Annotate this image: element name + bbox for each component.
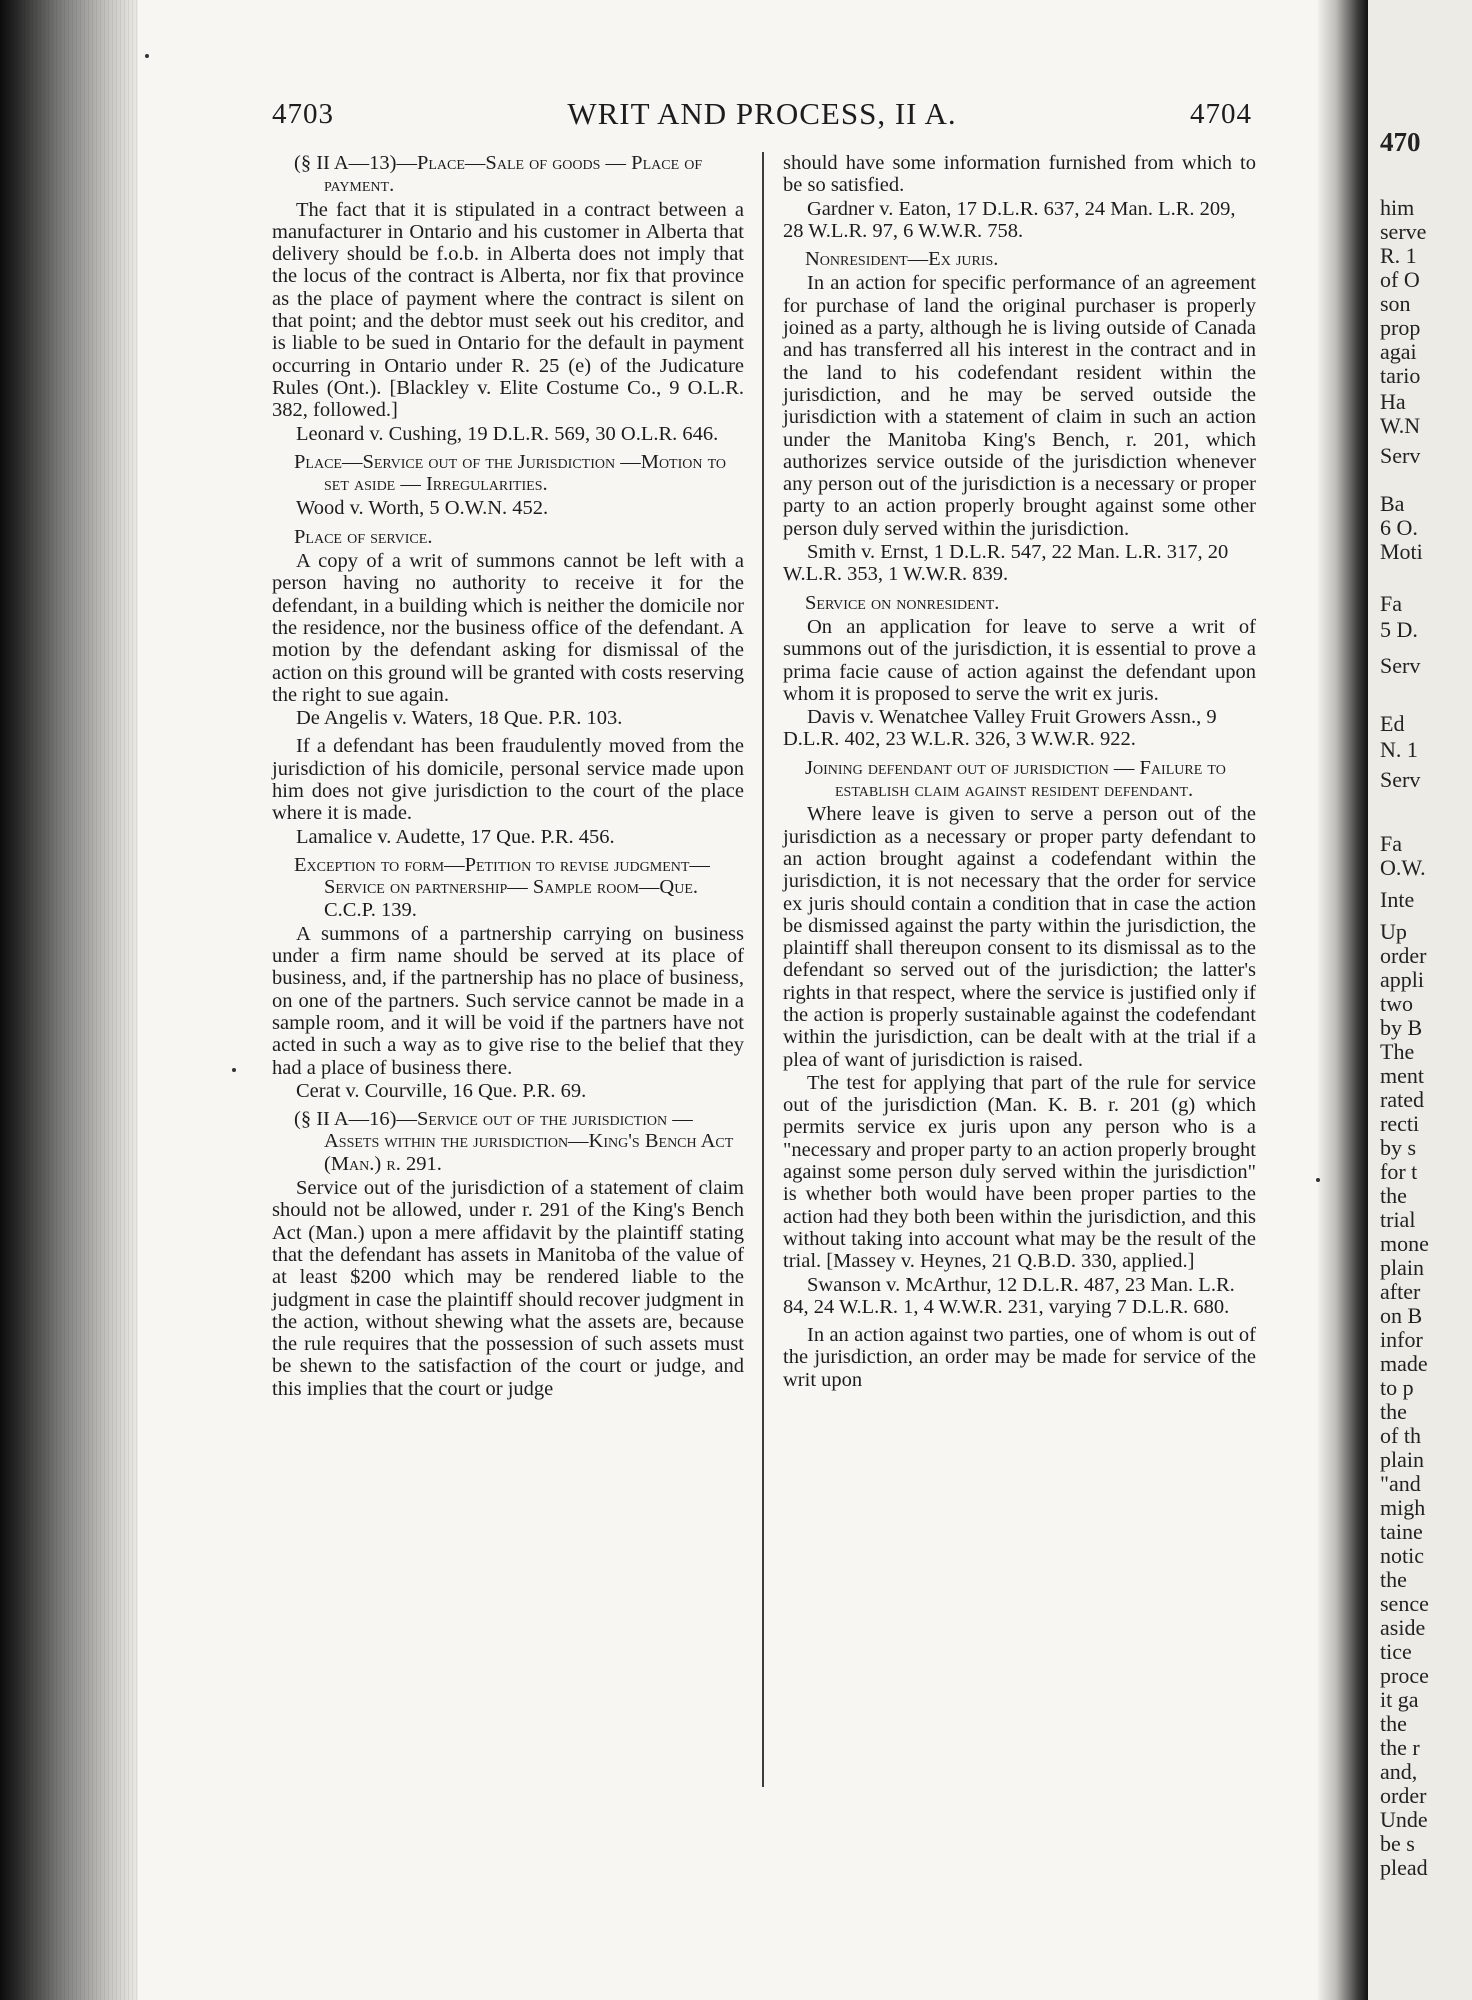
next-page-text: it ga	[1380, 1687, 1419, 1712]
next-page-text: by B	[1380, 1015, 1423, 1040]
case-citation: Gardner v. Eaton, 17 D.L.R. 637, 24 Man. L.R. 209, 28 W.L.R. 97, 6 W.W.R. 758.	[783, 197, 1236, 242]
next-page-text: migh	[1380, 1495, 1426, 1520]
next-page-edge	[1368, 0, 1472, 2000]
next-page-text: plain	[1380, 1447, 1424, 1472]
next-page-text: trial	[1380, 1207, 1416, 1232]
next-page-text: 6 O.	[1380, 515, 1418, 540]
next-page-text: O.W.	[1380, 855, 1426, 880]
next-page-text: sence	[1380, 1591, 1429, 1616]
case-citation: Lamalice v. Audette, 17 Que. P.R. 456.	[296, 825, 615, 848]
next-page-text: recti	[1380, 1111, 1420, 1136]
book-gutter	[1318, 0, 1368, 2000]
next-page-text: and,	[1380, 1759, 1418, 1784]
next-page-text: R. 1	[1380, 243, 1417, 268]
next-page-text: tario	[1380, 363, 1421, 388]
paragraph: Where leave is given to serve a person out of the jurisdiction as a necessary or proper party defendant to an action brought against a codefendant within the jurisdiction, it is not necessary that the order for service ex juris should contain a condition that in case the action be dismissed against the party within the jurisdiction, the plaintiff shall thereupon consent to its dismissal as to the defendant so served out of the jurisdiction; the latter's rights in that respect, where the service is justified only if the action is properly sustainable against the codefendant within the jurisdiction, can be dealt with at the trial if a plea of want of jurisdiction is raised.	[783, 803, 1256, 1071]
paragraph: In an action for specific performance of an agreement for purchase of land the original purchaser is properly joined as a party, although he is living outside of Canada and has transferred all his interest in the contract and in the land to his codefendant resident within the jurisdiction, and he may be served outside the jurisdiction with a statement of claim in such an action under the Manitoba King's Bench, r. 201, which authorizes service outside of the jurisdiction whenever any person out of the jurisdiction is a necessary or proper party to an action properly brought against some other person duly served within the jurisdiction.	[783, 272, 1256, 540]
column-rule	[762, 152, 764, 1787]
paragraph: Service out of the jurisdiction of a statement of claim should not be allowed, under r. 291 of the King's Bench Act (Man.) upon a mere affidavit by the plaintiff stating that the defendant has assets in Manitoba of the value of at least $200 which may be rendered liable to the judgment in case the plaintiff should recover judgment in the action, without shewing what the assets are, because the rule requires that the possession of such assets must be shewn to the satisfaction of the court or judge, and this implies that the court or judge	[272, 1177, 744, 1400]
next-page-text: "and	[1380, 1471, 1421, 1496]
next-page-text: be s	[1380, 1831, 1415, 1856]
next-page-text: order	[1380, 1783, 1427, 1808]
case-citation: Wood v. Worth, 5 O.W.N. 452.	[296, 497, 549, 520]
next-page-text: to p	[1380, 1375, 1414, 1400]
next-page-text: two	[1380, 991, 1413, 1016]
next-page-text: mone	[1380, 1231, 1429, 1256]
next-page-text: proce	[1380, 1663, 1429, 1688]
next-page-text: the r	[1380, 1735, 1420, 1760]
case-citation: Leonard v. Cushing, 19 D.L.R. 569, 30 O.L.R. 646.	[296, 422, 719, 445]
next-page-text: plain	[1380, 1255, 1424, 1280]
next-page-text: The	[1380, 1039, 1415, 1064]
section-heading: (§ II A—13)—Place—Sale of goods — Place of payment.	[294, 152, 703, 197]
next-page-text: Inte	[1380, 887, 1415, 912]
next-page-text: W.N	[1380, 413, 1421, 438]
section-heading: (§ II A—16)—Service out of the jurisdiction — Assets within the jurisdiction—King's Bench Act (Man.) r. 291.	[294, 1108, 734, 1175]
case-citation: Cerat v. Courville, 16 Que. P.R. 69.	[296, 1079, 587, 1102]
page-speck	[1316, 1178, 1320, 1182]
next-page-text: for t	[1380, 1159, 1418, 1184]
case-citation: Davis v. Wenatchee Valley Fruit Growers Assn., 9 D.L.R. 402, 23 W.L.R. 326, 3 W.W.R. 922.	[783, 706, 1217, 751]
section-heading: Joining defendant out of jurisdiction — Failure to establish claim against resident defendant.	[805, 756, 1226, 802]
section-heading: Place of service.	[294, 525, 433, 548]
paragraph: The fact that it is stipulated in a contract between a manufacturer in Ontario and his customer in Alberta that delivery should be f.o.b. in Alberta does not imply that the locus of the contract is Alberta, nor fix that province as the place of payment where the contract is silent on that point; and the debtor must seek out his creditor, and is liable to be sued in Ontario for the default in payment occurring in Ontario under R. 25 (e) of the Judicature Rules (Ont.). [Blackley v. Elite Costume Co., 9 O.L.R. 382, followed.]	[272, 198, 744, 422]
next-page-text: plead	[1380, 1855, 1428, 1880]
next-page-text: of O	[1380, 267, 1420, 292]
case-citation: Smith v. Ernst, 1 D.L.R. 547, 22 Man. L.R. 317, 20 W.L.R. 353, 1 W.W.R. 839.	[783, 541, 1229, 586]
next-page-text: the	[1380, 1183, 1407, 1208]
running-header	[272, 98, 1252, 138]
next-page-text: the	[1380, 1567, 1407, 1592]
section-heading: Exception to form—Petition to revise judgment—Service on partnership— Sample room—Que. C.C.P. 139.	[294, 853, 710, 921]
next-page-text: N. 1	[1380, 737, 1418, 762]
next-page-text: the	[1380, 1399, 1407, 1424]
next-page-text: Fa	[1380, 831, 1402, 856]
next-page-text: Moti	[1380, 539, 1423, 564]
book-edge	[0, 0, 138, 2000]
page-speck	[232, 1068, 236, 1072]
next-page-text: Serv	[1380, 653, 1421, 678]
next-page-text: Ha	[1380, 389, 1406, 414]
next-page-text: appli	[1380, 967, 1424, 992]
next-page-text: of th	[1380, 1423, 1421, 1448]
next-page-text: after	[1380, 1279, 1421, 1304]
case-citation: De Angelis v. Waters, 18 Que. P.R. 103.	[296, 707, 623, 730]
page-speck	[145, 54, 149, 58]
next-page-text: prop	[1380, 315, 1421, 340]
next-page-text: Up	[1380, 919, 1407, 944]
section-heading: Service on nonresident.	[805, 591, 1000, 614]
next-page-text: rated	[1380, 1087, 1424, 1112]
next-page-text: Serv	[1380, 443, 1421, 468]
next-page-text: aside	[1380, 1615, 1426, 1640]
paragraph: A summons of a partnership carrying on business under a firm name should be served at its place of business, and, if the partnership has no place of business, on one of the partners. Such service cannot be made in a sample room, and it will be void if the partners have not acted in such a way as to give rise to the belief that they had a place of business there.	[272, 922, 744, 1079]
section-heading: Nonresident—Ex juris.	[805, 248, 999, 271]
next-page-text: Ed	[1380, 711, 1405, 736]
next-page-text: Serv	[1380, 767, 1421, 792]
next-page-text: infor	[1380, 1327, 1423, 1352]
next-page-text: agai	[1380, 339, 1417, 364]
next-page-text: ment	[1380, 1063, 1424, 1088]
next-page-text: son	[1380, 291, 1411, 316]
next-page-text: by s	[1380, 1135, 1417, 1160]
case-citation: Swanson v. McArthur, 12 D.L.R. 487, 23 Man. L.R. 84, 24 W.L.R. 1, 4 W.W.R. 231, varying 7 D.L.R. 680.	[783, 1273, 1235, 1318]
next-page-text: him	[1380, 195, 1415, 220]
page-title: WRIT AND PROCESS, II A.	[567, 96, 957, 131]
paragraph: In an action against two parties, one of whom is out of the jurisdiction, an order may be made for service of the writ upon	[783, 1324, 1256, 1391]
next-page-text: Fa	[1380, 591, 1402, 616]
next-page-text: the	[1380, 1711, 1407, 1736]
next-page-text: Ba	[1380, 491, 1405, 516]
page-number-left: 4703	[272, 98, 334, 130]
next-page-text: tice	[1380, 1639, 1412, 1664]
paragraph: should have some information furnished from which to be so satisfied.	[783, 152, 1256, 197]
right-column	[783, 152, 1256, 1392]
next-page-text: on B	[1380, 1303, 1423, 1328]
next-page-text: order	[1380, 943, 1427, 968]
next-page-text: made	[1380, 1351, 1428, 1376]
next-page-text: notic	[1380, 1543, 1424, 1568]
paragraph: A copy of a writ of summons cannot be left with a person having no authority to receive it for the defendant, in a building which is neither the domicile nor the residence, nor the business office of the defendant. A motion by the defendant asking for dismissal of the action on this ground will be granted with costs reserving the right to sue again.	[272, 550, 744, 706]
paragraph: The test for applying that part of the rule for service out of the jurisdiction (Man. K. B. r. 201 (g) which permits service ex juris upon any person who is a "necessary and proper party to an action properly brought against some person duly served within the jurisdiction" is whether both would have been proper parties to the action had they both been within the jurisdiction, and this without taking into account what may be the result of the trial. [Massey v. Heynes, 21 Q.B.D. 330, applied.]	[783, 1071, 1256, 1273]
next-page-text: Unde	[1380, 1807, 1428, 1832]
left-column	[272, 152, 744, 1401]
section-heading: Place—Service out of the Jurisdiction —Motion to set aside — Irregularities.	[294, 450, 727, 496]
next-page-text: serve	[1380, 219, 1427, 244]
page-number-right: 4704	[1190, 98, 1252, 130]
paragraph: On an application for leave to serve a writ of summons out of the jurisdiction, it is essential to prove a prima facie cause of action against the defendant upon whom it is proposed to serve the writ ex juris.	[783, 615, 1256, 705]
next-page-number: 470	[1380, 127, 1421, 157]
next-page-text: taine	[1380, 1519, 1423, 1544]
paragraph: If a defendant has been fraudulently moved from the jurisdiction of his domicile, personal service made upon him does not give jurisdiction to the court of the place where it is made.	[272, 735, 744, 825]
next-page-text: 5 D.	[1380, 617, 1418, 642]
